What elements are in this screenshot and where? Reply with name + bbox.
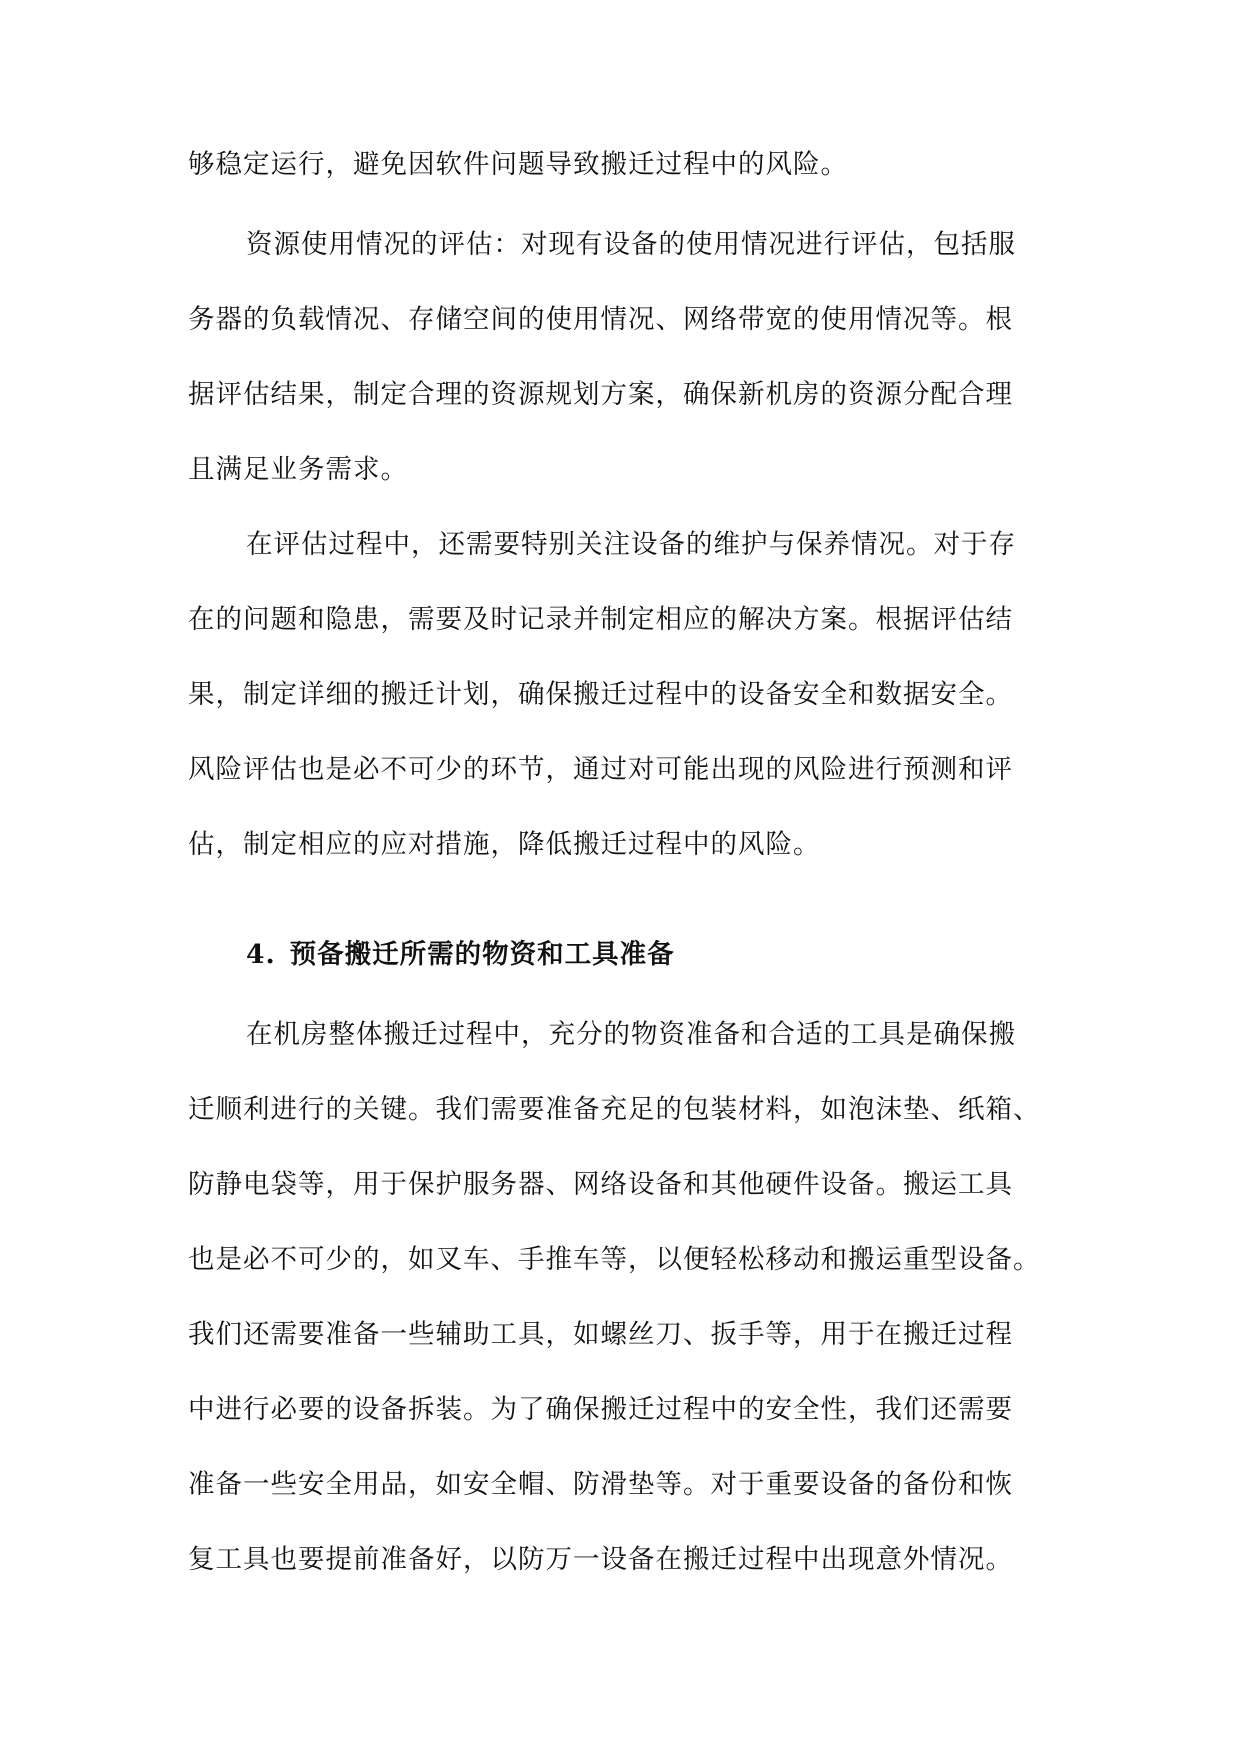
paragraph-line: 防静电袋等，用于保护服务器、网络设备和其他硬件设备。搬运工具 <box>188 1169 1013 1200</box>
paragraph-line: 我们还需要准备一些辅助工具，如螺丝刀、扳手等，用于在搬迁过程 <box>188 1319 1013 1350</box>
section-number: 4. <box>246 939 276 970</box>
section-heading <box>246 938 675 972</box>
paragraph-line: 够稳定运行，避免因软件问题导致搬迁过程中的风险。 <box>188 149 848 180</box>
paragraph-line: 据评估结果，制定合理的资源规划方案，确保新机房的资源分配合理 <box>188 379 1013 410</box>
section-title: 预备搬迁所需的物资和工具准备 <box>289 939 675 970</box>
paragraph-line: 果，制定详细的搬迁计划，确保搬迁过程中的设备安全和数据安全。 <box>188 679 1013 710</box>
paragraph-line: 中进行必要的设备拆装。为了确保搬迁过程中的安全性，我们还需要 <box>188 1394 1013 1425</box>
paragraph-line: 在的问题和隐患，需要及时记录并制定相应的解决方案。根据评估结 <box>188 604 1013 635</box>
paragraph-line: 在机房整体搬迁过程中，充分的物资准备和合适的工具是确保搬 <box>246 1019 1016 1050</box>
paragraph-line: 迁顺利进行的关键。我们需要准备充足的包装材料，如泡沫垫、纸箱、 <box>188 1094 1041 1125</box>
paragraph-line: 资源使用情况的评估：对现有设备的使用情况进行评估，包括服 <box>246 229 1016 260</box>
paragraph-line: 且满足业务需求。 <box>188 454 408 485</box>
paragraph-line: 准备一些安全用品，如安全帽、防滑垫等。对于重要设备的备份和恢 <box>188 1469 1013 1500</box>
paragraph-line: 也是必不可少的，如叉车、手推车等，以便轻松移动和搬运重型设备。 <box>188 1244 1041 1275</box>
paragraph-line: 务器的负载情况、存储空间的使用情况、网络带宽的使用情况等。根 <box>188 304 1013 335</box>
paragraph-line: 风险评估也是必不可少的环节，通过对可能出现的风险进行预测和评 <box>188 754 1013 785</box>
paragraph-line: 估，制定相应的应对措施，降低搬迁过程中的风险。 <box>188 829 821 860</box>
paragraph-line: 在评估过程中，还需要特别关注设备的维护与保养情况。对于存 <box>246 529 1016 560</box>
paragraph-line: 复工具也要提前准备好，以防万一设备在搬迁过程中出现意外情况。 <box>188 1544 1013 1575</box>
